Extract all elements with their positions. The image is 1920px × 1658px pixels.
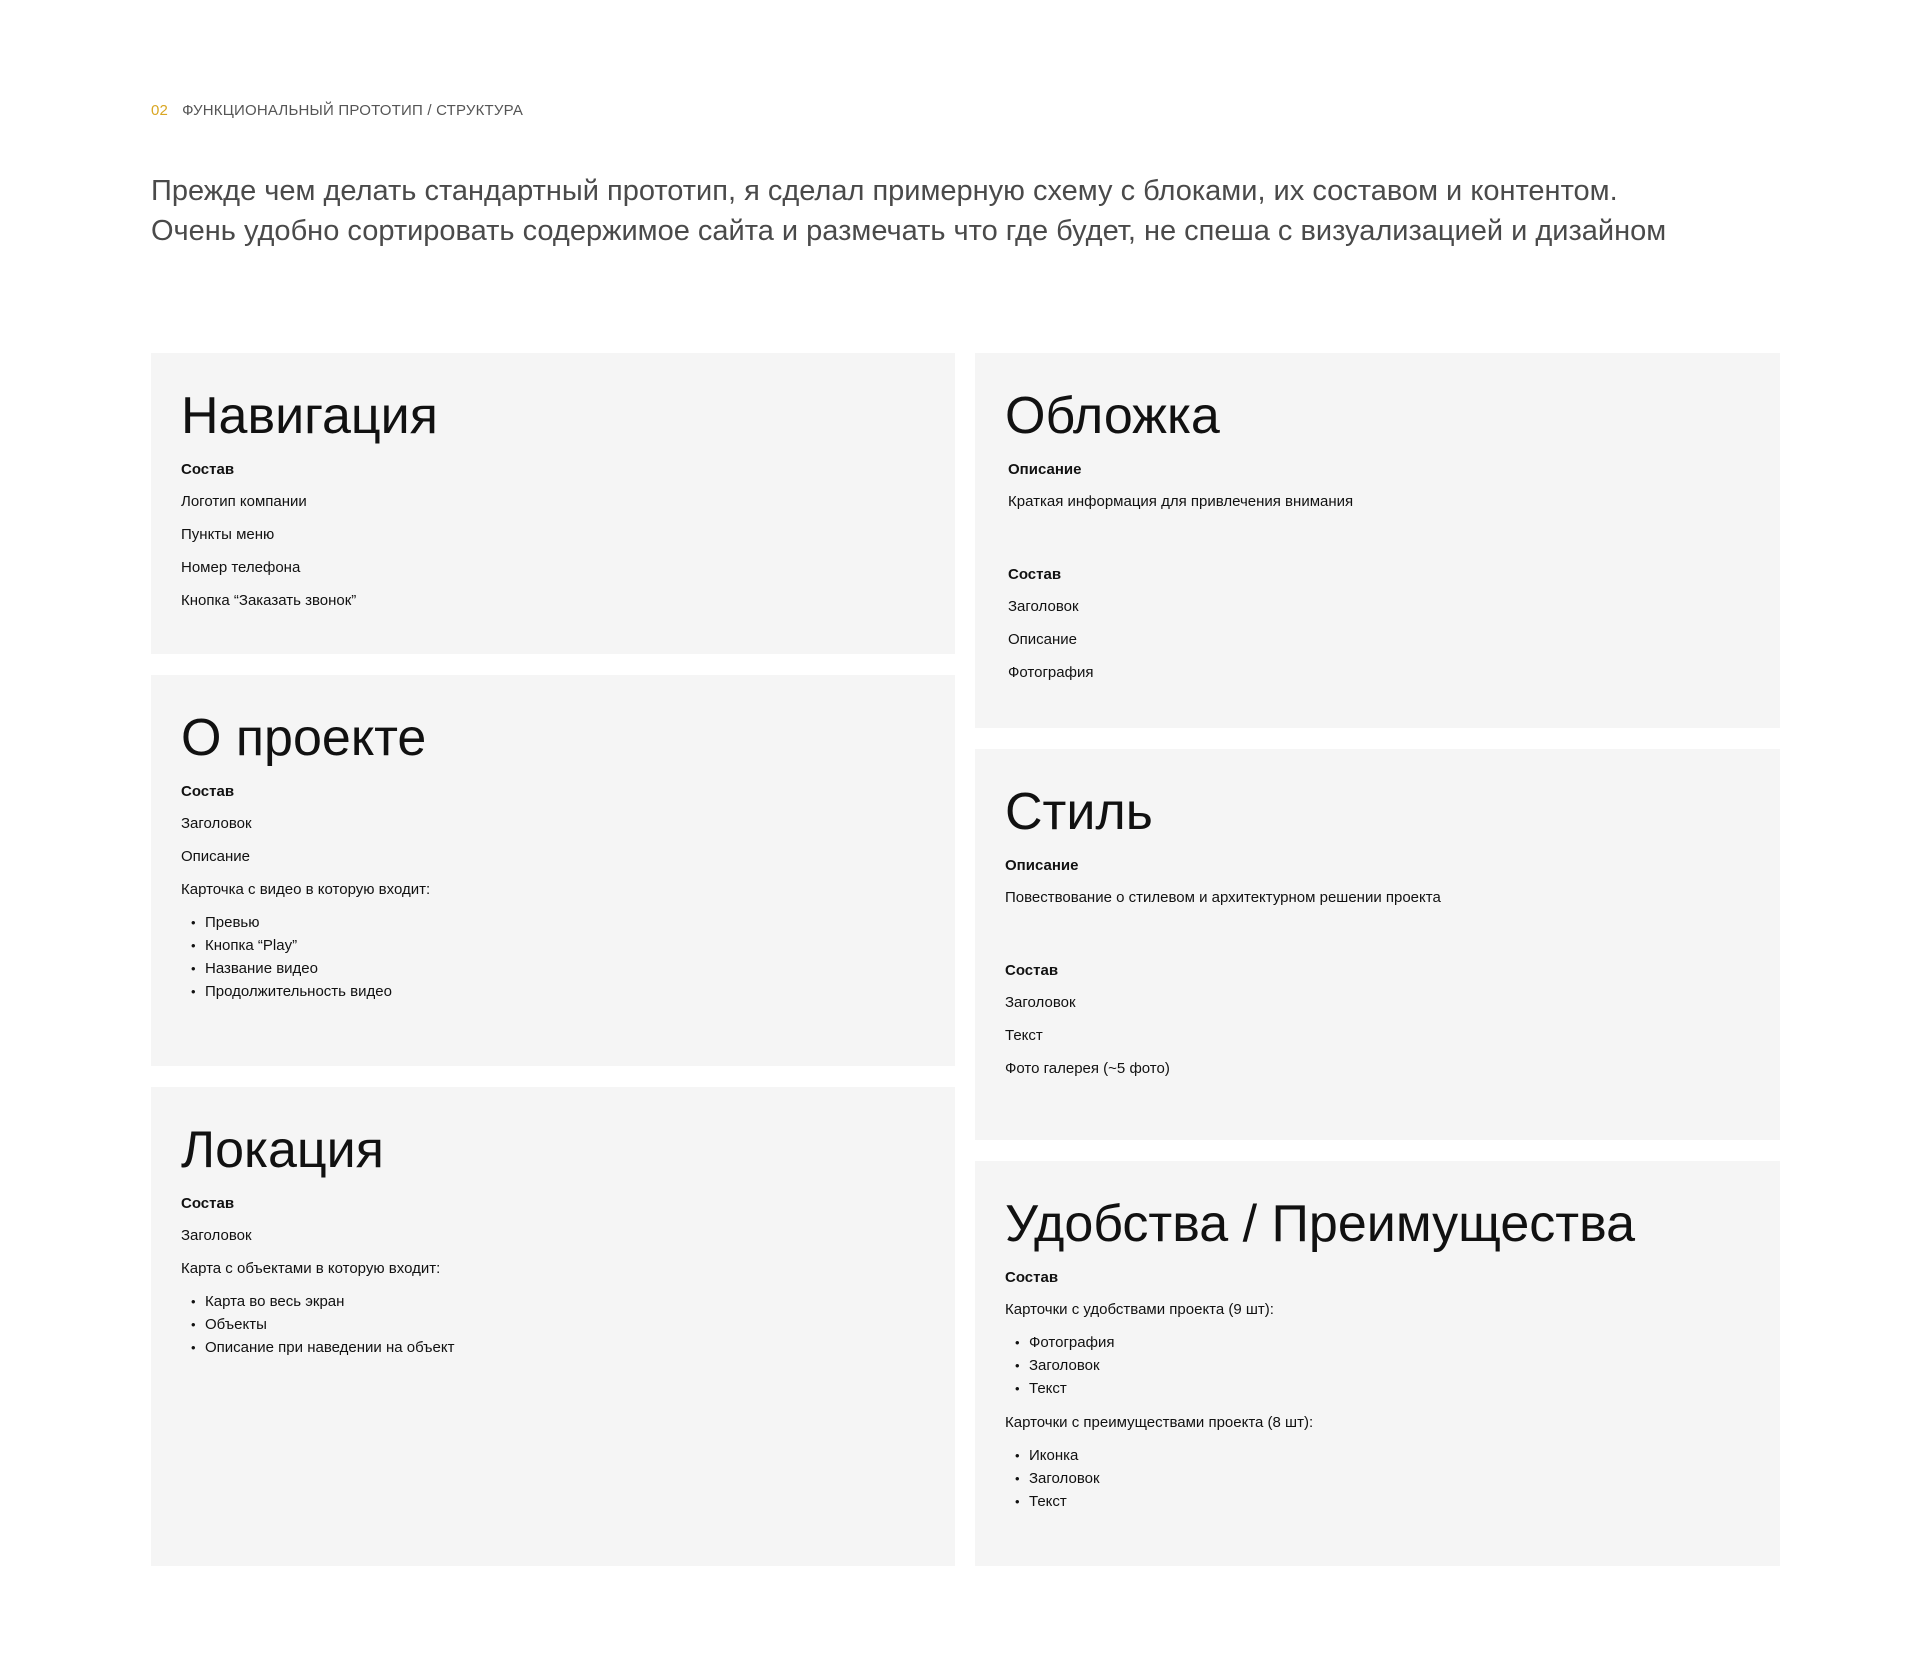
list-item: Заголовок bbox=[181, 1227, 252, 1244]
list-item: Фото галерея (~5 фото) bbox=[1005, 1060, 1170, 1077]
list-item: Логотип компании bbox=[181, 493, 307, 510]
bullet-list bbox=[1005, 1444, 1750, 1513]
card-title: Навигация bbox=[181, 387, 438, 445]
description-text: Краткая информация для привлечения внимания bbox=[1008, 493, 1354, 510]
list-item: Заголовок bbox=[1005, 994, 1076, 1011]
card-navigation bbox=[151, 353, 955, 654]
bullet-list bbox=[181, 1290, 925, 1359]
intro-text bbox=[151, 171, 1851, 251]
intro-line-2: Очень удобно сортировать содержимое сайта и размечать что где будет, не спеша с визуализацией и дизайном bbox=[151, 215, 1667, 247]
composition-label: Состав bbox=[1005, 962, 1059, 979]
card-style bbox=[975, 749, 1780, 1140]
bullet-list bbox=[181, 911, 925, 1003]
bullet-item: • Превью bbox=[191, 911, 925, 934]
list-item: Фотография bbox=[1008, 664, 1094, 681]
list-item: Карточка с видео в которую входит: bbox=[181, 881, 431, 898]
group-label: Карточки с преимуществами проекта (8 шт): bbox=[1005, 1414, 1314, 1431]
list-item: Номер телефона bbox=[181, 559, 301, 576]
bullet-item: • Заголовок bbox=[1015, 1354, 1750, 1377]
list-item: Описание bbox=[181, 848, 251, 865]
card-title: Стиль bbox=[1005, 783, 1153, 841]
spacer bbox=[1005, 921, 1750, 961]
description-label: Описание bbox=[1008, 461, 1082, 478]
bullet-item: • Заголовок bbox=[1015, 1467, 1750, 1490]
card-title: Локация bbox=[181, 1121, 384, 1179]
bullet-list bbox=[1005, 1331, 1750, 1400]
bullet-item: • Иконка bbox=[1015, 1444, 1750, 1467]
bullet-item: • Текст bbox=[1015, 1490, 1750, 1513]
description-text: Повествование о стилевом и архитектурном решении проекта bbox=[1005, 889, 1441, 906]
bullet-item: • Текст bbox=[1015, 1377, 1750, 1400]
bullet-item: • Кнопка “Play” bbox=[191, 934, 925, 957]
list-item: Описание bbox=[1008, 631, 1078, 648]
intro-line-1: Прежде чем делать стандартный прототип, я сделал примерную схему с блоками, их составом и контентом. bbox=[151, 175, 1618, 207]
section-number: 02 bbox=[151, 102, 169, 119]
list-item: Кнопка “Заказать звонок” bbox=[181, 592, 357, 609]
breadcrumb bbox=[151, 102, 523, 119]
card-location bbox=[151, 1087, 955, 1566]
card-title: Обложка bbox=[1005, 387, 1220, 445]
section-title: ФУНКЦИОНАЛЬНЫЙ ПРОТОТИП / СТРУКТУРА bbox=[182, 102, 524, 119]
card-title: О проекте bbox=[181, 709, 427, 767]
bullet-item: • Продолжительность видео bbox=[191, 980, 925, 1003]
list-item: Пункты меню bbox=[181, 526, 275, 543]
group-label: Карточки с удобствами проекта (9 шт): bbox=[1005, 1301, 1274, 1318]
composition-label: Состав bbox=[1008, 566, 1062, 583]
list-item: Карта с объектами в которую входит: bbox=[181, 1260, 441, 1277]
bullet-item: • Карта во весь экран bbox=[191, 1290, 925, 1313]
description-label: Описание bbox=[1005, 857, 1079, 874]
list-item: Заголовок bbox=[181, 815, 252, 832]
bullet-item: • Название видео bbox=[191, 957, 925, 980]
list-item: Текст bbox=[1005, 1027, 1043, 1044]
composition-label: Состав bbox=[1005, 1269, 1059, 1286]
card-title: Удобства / Преимущества bbox=[1005, 1195, 1636, 1253]
spacer bbox=[1008, 525, 1750, 565]
bullet-item: • Объекты bbox=[191, 1313, 925, 1336]
list-item: Заголовок bbox=[1008, 598, 1079, 615]
composition-label: Состав bbox=[181, 783, 235, 800]
bullet-item: • Фотография bbox=[1015, 1331, 1750, 1354]
bullet-item: • Описание при наведении на объект bbox=[191, 1336, 925, 1359]
card-amenities bbox=[975, 1161, 1780, 1566]
composition-label: Состав bbox=[181, 461, 235, 478]
composition-label: Состав bbox=[181, 1195, 235, 1212]
card-about bbox=[151, 675, 955, 1066]
card-cover bbox=[975, 353, 1780, 728]
